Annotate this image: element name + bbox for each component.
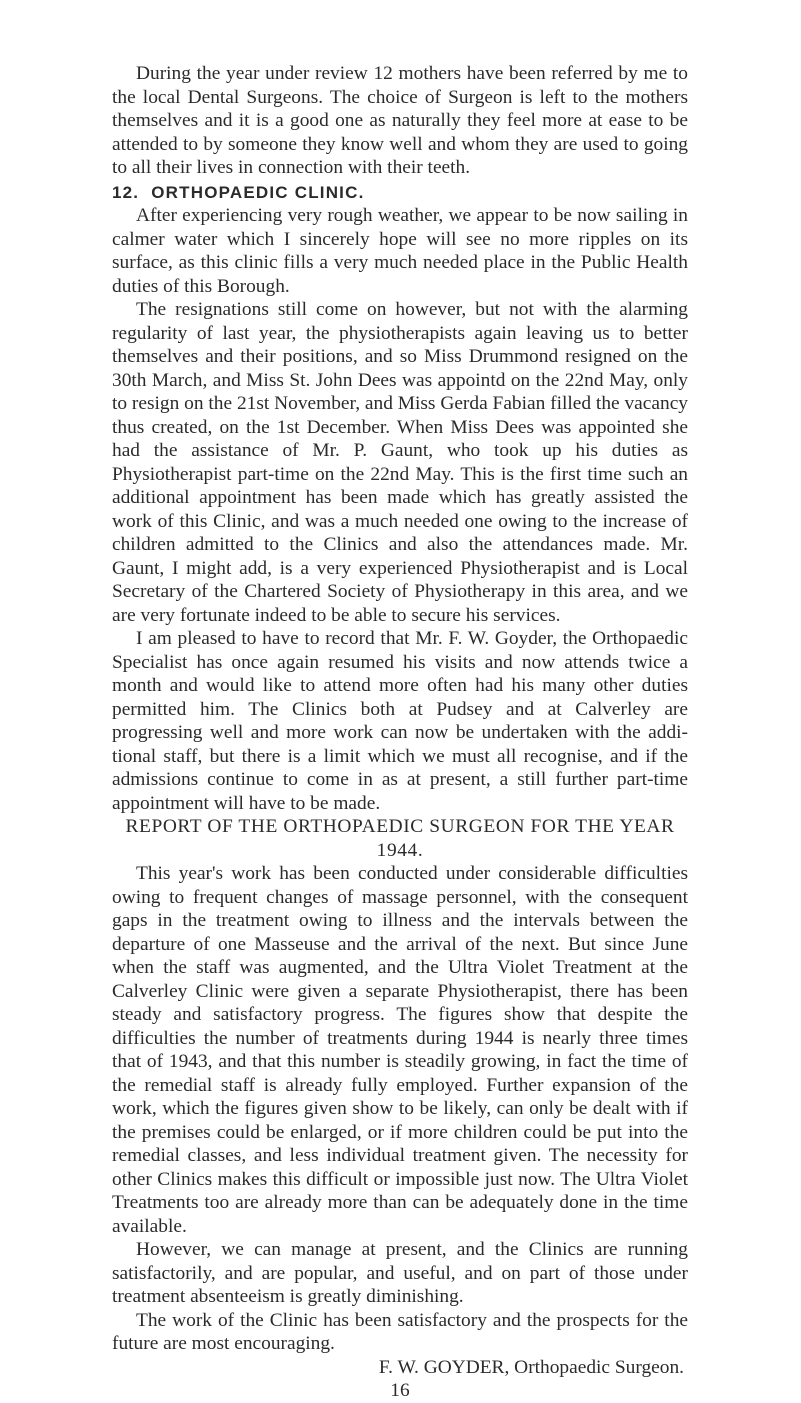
page-number: 16 [390, 1380, 410, 1401]
document-page [112, 62, 688, 1403]
report-title: REPORT OF THE ORTHOPAEDIC SURGEON FOR THE YEAR 1944. [125, 816, 675, 861]
section-number: 12. [112, 182, 140, 202]
paragraph-dental: During the year under review 12 mothers have been referred by me to the local Dental Surgeons. The choice of Surgeon is left to the mothers themselves and it is a good one as naturally they feel more at ease to be attended to by someone they know well and whom they are used to going to all their lives in connection with their teeth. [112, 63, 688, 178]
paragraph: I am pleased to have to record that Mr. F. W. Goyder, the Orthopaedic Specialist has once again resumed his visits and now attends twice a month and would like to attend more often had his many other duties permitted him. The Clinics both at Pudsey and at Calverley are progressing well and more work can now be undertaken with the additional staff, but there is a limit which we must all recognise, and if the admissions continue to come in as at present, a still further part-time appointment will have to be made. [112, 628, 688, 814]
signature: F. W. GOYDER, Orthopaedic Surgeon. [378, 1356, 684, 1378]
report-paragraph: However, we can manage at present, and the Clinics are running satisfactorily, and are popular, and useful, and on part of those under treatment absenteeism is greatly diminishing. [112, 1239, 688, 1307]
section-title: ORTHOPAEDIC CLINIC. [151, 182, 365, 202]
paragraph: After experiencing very rough weather, we appear to be now sailing in calmer water which I sincerely hope will see no more ripples on its surface, as this clinic fills a very much needed place in the Public Health duties of this Borough. [112, 205, 688, 297]
report-paragraph: This year's work has been conducted under considerable difficulties owing to frequent changes of massage personnel, with the consequent gaps in the treatment owing to illness and the intervals between the departure of one Masseuse and the arrival of the next. But since June when the staff was augmented, and the Ultra Violet Treatment at the Calverley Clinic were given a separate Physiotherapist, there has been steady and satisfactory progress. The figures show that despite the difficulties the number of treatments during 1944 is nearly three times that of 1943, and that this number is steadily growing, in fact the time of the remedial staff is already fully employed. Further expansion of the work, which the figures given show to be likely, can only be dealt with if the premises could be enlarged, or if more children could be put into the remedial classes, and less individual treatment given. The necessity for other Clinics makes this difficult or impossible just now. The Ultra Violet Treatments too are already more than can be adequately done in the time available. [112, 863, 688, 1237]
paragraph: The resignations still come on however, but not with the alarming regularity of last year, the physiotherapists again leaving us to better themselves and their positions, and so Miss Drummond resigned on the 30th March, and Miss St. John Dees was appointd on the 22nd May, only to resign on the 21st November, and Miss Gerda Fabian filled the vacancy thus created, on the 1st December. When Miss Dees was appointed she had the assistance of Mr. P. Gaunt, who took up his duties as Physiotherapist part-time on the 22nd May. This is the first time such an additional appointment has been made which has greatly assisted the work of this Clinic, and was a much needed one owing to the increase of children admitted to the Clinics and also the attendances made. Mr. Gaunt, I might add, is a very experienced Physiotherapist and is Local Secretary of the Chartered Society of Physiotherapy in this area, and we are very fortunate indeed to be able to secure his services. [112, 299, 688, 626]
section-heading [112, 181, 688, 205]
report-paragraph: The work of the Clinic has been satisfactory and the prospects for the future are most encouraging. [112, 1309, 688, 1354]
